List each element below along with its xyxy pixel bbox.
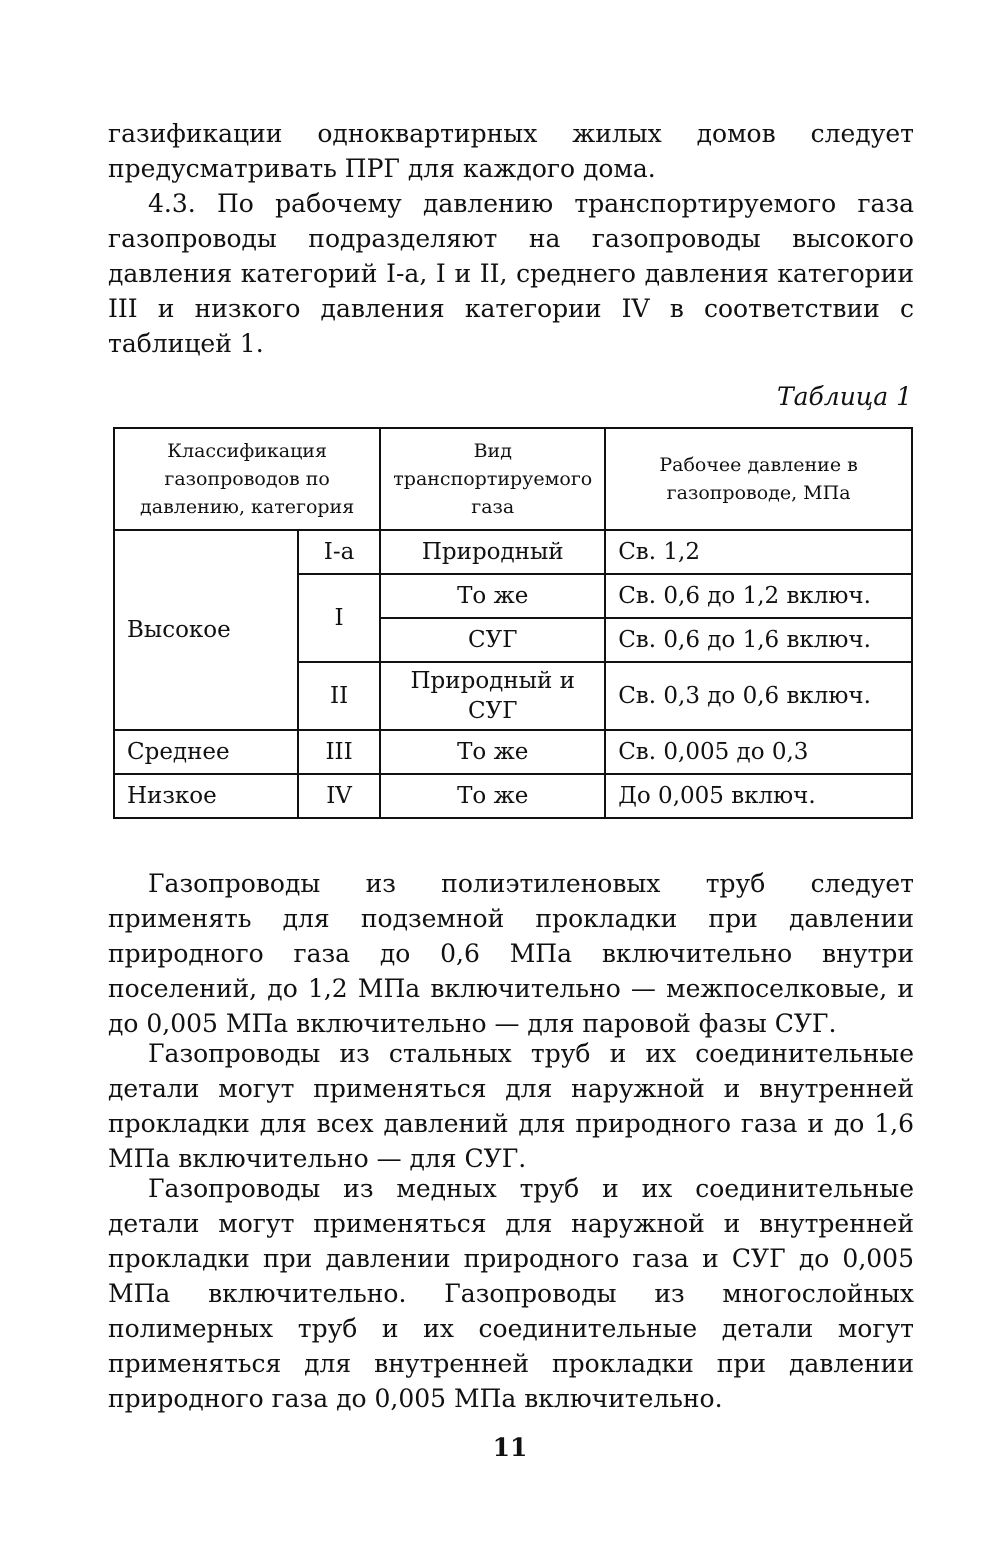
gas-cell: То же — [380, 774, 605, 818]
copper-paragraph: Газопроводы из медных труб и их соединительные детали могут применяться для наружной и внутренней прокладки при давлении природного газа и СУГ до 0,005 МПа включительно. Газопроводы из многослойных полимерных труб и их соединительные детали могут применяться для внутренней прокладки при давлении природного газа до 0,005 МПа включительно. — [108, 1174, 914, 1413]
page-number: 11 — [492, 1433, 528, 1462]
table-caption: Таблица 1 — [776, 382, 912, 411]
group-low: Низкое — [114, 774, 298, 818]
pressure-cell: Св. 0,005 до 0,3 — [605, 730, 912, 774]
table-row — [114, 730, 912, 774]
category-cell: II — [298, 662, 380, 730]
gas-cell: То же — [380, 730, 605, 774]
category-cell: I — [298, 574, 380, 662]
steel-paragraph: Газопроводы из стальных труб и их соединительные детали могут применяться для наружной и внутренней прокладки для всех давлений для природного газа и до 1,6 МПа включительно — для СУГ. — [108, 1039, 914, 1173]
section-4-3-paragraph: 4.3. По рабочему давлению транспортируемого газа газопроводы подразделяют на газопроводы высокого давления категорий I-а, I и II, среднего давления категории III и низкого давления категории IV в соответствии с таблицей 1. — [108, 189, 914, 358]
gas-cell: Природный — [380, 530, 605, 574]
pressure-cell: Св. 0,6 до 1,2 включ. — [605, 574, 912, 618]
category-cell: I-а — [298, 530, 380, 574]
polyethylene-paragraph: Газопроводы из полиэтиленовых труб следует применять для подземной прокладки при давлении природного газа до 0,6 МПа включительно внутри поселений, до 1,2 МПа включительно — межпоселковые, и до 0,005 МПа включительно — для паровой фазы СУГ. — [108, 869, 914, 1038]
gas-cell: Природный и СУГ — [380, 662, 605, 730]
category-cell: IV — [298, 774, 380, 818]
pressure-cell: Св. 1,2 — [605, 530, 912, 574]
gas-cell: То же — [380, 574, 605, 618]
gas-cell: СУГ — [380, 618, 605, 662]
pressure-cell: До 0,005 включ. — [605, 774, 912, 818]
table-header-row — [114, 428, 912, 530]
group-medium: Среднее — [114, 730, 298, 774]
pressure-cell: Св. 0,6 до 1,6 включ. — [605, 618, 912, 662]
table-row — [114, 530, 912, 574]
header-classification: Классификация газопроводов по давлению, категория — [114, 428, 380, 530]
pressure-cell: Св. 0,3 до 0,6 включ. — [605, 662, 912, 730]
category-cell: III — [298, 730, 380, 774]
pressure-classification-table — [113, 427, 913, 819]
header-gas-type: Вид транспортируемого газа — [380, 428, 605, 530]
group-high: Высокое — [114, 530, 298, 730]
table-row — [114, 774, 912, 818]
header-pressure: Рабочее давление в газопроводе, МПа — [605, 428, 912, 530]
intro-paragraph: газификации одноквартирных жилых домов следует предусматривать ПРГ для каждого дома. — [108, 119, 914, 183]
